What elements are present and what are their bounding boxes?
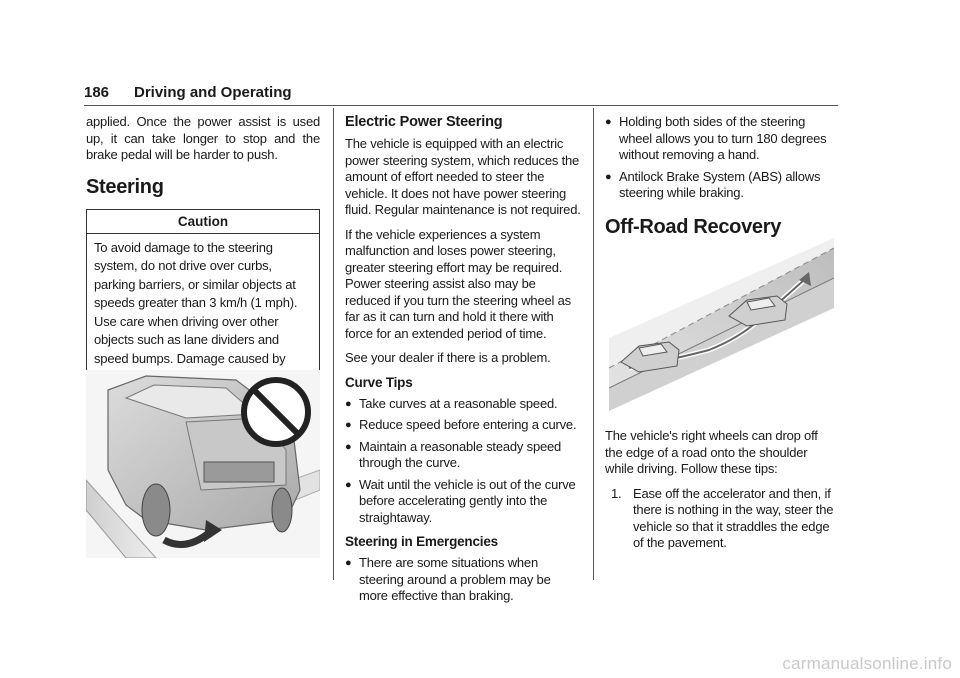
list-item: ● Take curves at a reasonable speed. (345, 395, 558, 411)
offroad-heading: Off-Road Recovery (605, 215, 782, 238)
intro-paragraph: applied. Once the power assist is used up, it can take longer to stop and the brake pedal will be harder to push. (86, 114, 320, 162)
section-title: Driving and Operating (134, 84, 292, 101)
offroad-paragraph: The vehicle's right wheels can drop off the edge of a road onto the shoulder while driving. Follow these tips: (605, 428, 818, 476)
step-text: Ease off the accelerator and then, if there is nothing in the way, steer the vehicle so that it straddles the edge of the pavement. (633, 485, 834, 550)
list-item: ● Antilock Brake System (ABS) allows steering while braking. (605, 168, 821, 200)
list-item: ● There are some situations when steering around a problem may be more effective than braking. (345, 555, 551, 603)
offroad-text (605, 428, 837, 552)
watermark: carmanualsonline.info (782, 654, 952, 673)
bullet-icon: ● (345, 419, 352, 431)
page-header (84, 84, 838, 106)
steering-heading: Steering (86, 175, 164, 198)
bullet-icon: ● (345, 397, 352, 410)
bullet-icon: ● (345, 478, 352, 491)
list-item (611, 486, 837, 552)
step-number: 1. (611, 485, 622, 501)
list-item: ● Reduce speed before entering a curve. (345, 417, 577, 432)
bullet-icon: ● (345, 440, 352, 453)
column-divider (333, 108, 334, 580)
emergencies-heading: Steering in Emergencies (345, 534, 498, 549)
eps-heading: Electric Power Steering (345, 114, 503, 130)
caution-text: To avoid damage to the steering system, do not drive over curbs, parking barriers, or similar objects at speeds greater than 3 km/h (1 mph). Use care when driving over other objects such as lane dividers and speed bumps. Damage caused by (94, 239, 298, 366)
list-item: ● Wait until the vehicle is out of the curve before accelerating gently into the straightaway. (345, 476, 576, 525)
caution-title: Caution (87, 210, 319, 234)
bullet-icon: ● (605, 116, 612, 128)
steering-curb-illustration (86, 370, 320, 558)
page-number: 186 (84, 84, 110, 101)
column-middle (345, 114, 581, 610)
eps-paragraph-1: The vehicle is equipped with an electric power steering system, which reduces the amount of effort needed to steer the vehicle. It does not have power steering fluid. Regular maintenance is not required. (345, 136, 581, 217)
header-rule (84, 105, 838, 106)
eps-paragraph-2: If the vehicle experiences a system malfunction and loses power steering, greater steering effort may be required. Power steering assist also may be reduced if you turn the steering wheel as far as it can turn and hold it there with force for an extended period of time. (345, 226, 571, 341)
list-item: ● Maintain a reasonable steady speed through the curve. (345, 438, 562, 470)
column-divider (593, 108, 594, 580)
column-right (605, 114, 837, 249)
bullet-icon: ● (345, 557, 352, 569)
eps-paragraph-3: See your dealer if there is a problem. (345, 350, 551, 365)
offroad-recovery-illustration (609, 238, 834, 411)
curve-tips-heading: Curve Tips (345, 374, 413, 390)
list-item: ● Holding both sides of the steering wheel allows you to turn 180 degrees without removing a hand. (605, 114, 827, 162)
bullet-icon: ● (605, 170, 612, 183)
